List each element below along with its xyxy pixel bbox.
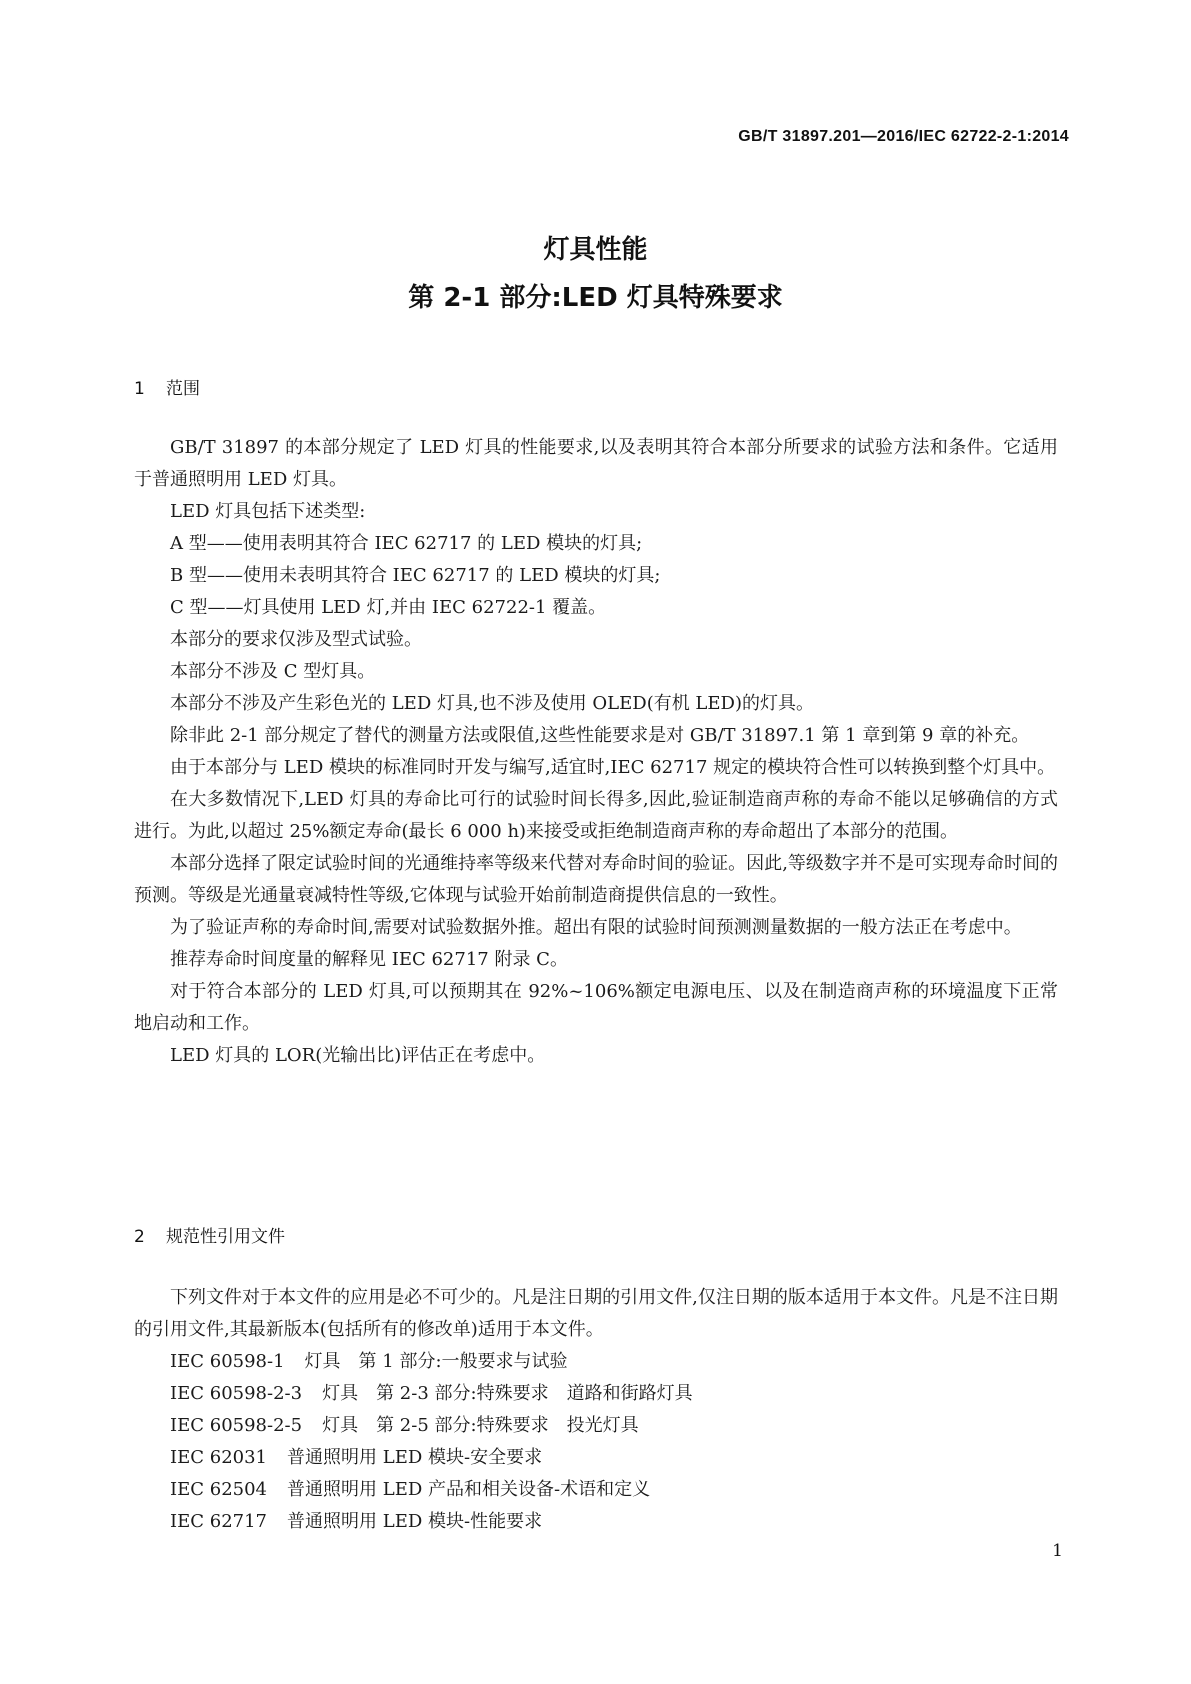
page-number: 1: [1052, 1541, 1063, 1561]
reference-item: [134, 1442, 1058, 1474]
reference-title: 普通照明用 LED 模块-安全要求: [287, 1447, 543, 1468]
reference-item: [134, 1346, 1058, 1378]
scope-paragraph: 由于本部分与 LED 模块的标准同时开发与编写,适宜时,IEC 62717 规定的模块符合性可以转换到整个灯具中。: [170, 757, 1056, 778]
scope-paragraph: 除非此 2-1 部分规定了替代的测量方法或限值,这些性能要求是对 GB/T 31897.1 第 1 章到第 9 章的补充。: [170, 725, 1030, 746]
document-title-line-1: 灯具性能: [543, 235, 648, 265]
references-intro: 下列文件对于本文件的应用是必不可少的。凡是注日期的引用文件,仅注日期的版本适用于本文件。凡是不注日期的引用文件,其最新版本(包括所有的修改单)适用于本文件。: [134, 1287, 1058, 1340]
reference-code: IEC 62504: [170, 1479, 268, 1500]
reference-code: IEC 60598-2-3: [170, 1383, 303, 1404]
scope-paragraph: 为了验证声称的寿命时间,需要对试验数据外推。超出有限的试验时间预测测量数据的一般方法正在考虑中。: [170, 917, 1022, 938]
section-2-title: 规范性引用文件: [166, 1227, 285, 1247]
reference-item: [134, 1474, 1058, 1506]
scope-paragraph: 在大多数情况下,LED 灯具的寿命比可行的试验时间长得多,因此,验证制造商声称的寿命不能以足够确信的方式进行。为此,以超过 25%额定寿命(最长 6 000 h)来接受或拒绝制造商声称的寿命超出了本部分的范围。: [134, 789, 1058, 842]
reference-title: 灯具 第 2-3 部分:特殊要求 道路和街路灯具: [322, 1383, 693, 1404]
reference-code: IEC 60598-1: [170, 1351, 285, 1372]
section-1-title: 范围: [166, 379, 200, 399]
reference-title: 普通照明用 LED 模块-性能要求: [287, 1511, 543, 1532]
reference-title: 灯具 第 2-5 部分:特殊要求 投光灯具: [322, 1415, 639, 1436]
standard-number-header: GB/T 31897.201—2016/IEC 62722-2-1:2014: [738, 128, 1069, 145]
reference-title: 灯具 第 1 部分:一般要求与试验: [304, 1351, 568, 1372]
reference-code: IEC 62717: [170, 1511, 268, 1532]
scope-paragraph: 本部分选择了限定试验时间的光通维持率等级来代替对寿命时间的验证。因此,等级数字并不是可实现寿命时间的预测。等级是光通量衰减特性等级,它体现与试验开始前制造商提供信息的一致性。: [134, 853, 1058, 906]
section-1-number: 1: [134, 379, 145, 399]
reference-title: 普通照明用 LED 产品和相关设备-术语和定义: [287, 1479, 651, 1500]
reference-item: [134, 1506, 1058, 1538]
scope-paragraph: 推荐寿命时间度量的解释见 IEC 62717 附录 C。: [170, 949, 568, 970]
reference-item: [134, 1378, 1058, 1410]
scope-paragraph: LED 灯具的 LOR(光输出比)评估正在考虑中。: [170, 1045, 546, 1066]
document-title-line-2: 第 2-1 部分:LED 灯具特殊要求: [408, 283, 783, 313]
section-1-body: [134, 432, 1058, 1072]
scope-paragraph: A 型——使用表明其符合 IEC 62717 的 LED 模块的灯具;: [170, 533, 643, 554]
scope-paragraph: 对于符合本部分的 LED 灯具,可以预期其在 92%~106%额定电源电压、以及在制造商声称的环境温度下正常地启动和工作。: [134, 981, 1058, 1034]
section-1-heading: [134, 374, 200, 399]
scope-paragraph: 本部分的要求仅涉及型式试验。: [170, 629, 422, 650]
reference-code: IEC 60598-2-5: [170, 1415, 303, 1436]
scope-paragraph: GB/T 31897 的本部分规定了 LED 灯具的性能要求,以及表明其符合本部分所要求的试验方法和条件。它适用于普通照明用 LED 灯具。: [134, 437, 1058, 490]
reference-item: [134, 1410, 1058, 1442]
section-2-number: 2: [134, 1227, 145, 1247]
reference-code: IEC 62031: [170, 1447, 268, 1468]
scope-paragraph: C 型——灯具使用 LED 灯,并由 IEC 62722-1 覆盖。: [170, 597, 607, 618]
scope-paragraph: LED 灯具包括下述类型:: [170, 501, 366, 522]
section-2-body: [134, 1282, 1058, 1538]
scope-paragraph: 本部分不涉及 C 型灯具。: [170, 661, 376, 682]
scope-paragraph: B 型——使用未表明其符合 IEC 62717 的 LED 模块的灯具;: [170, 565, 661, 586]
section-2-heading: [134, 1222, 285, 1247]
scope-paragraph: 本部分不涉及产生彩色光的 LED 灯具,也不涉及使用 OLED(有机 LED)的灯具。: [170, 693, 814, 714]
